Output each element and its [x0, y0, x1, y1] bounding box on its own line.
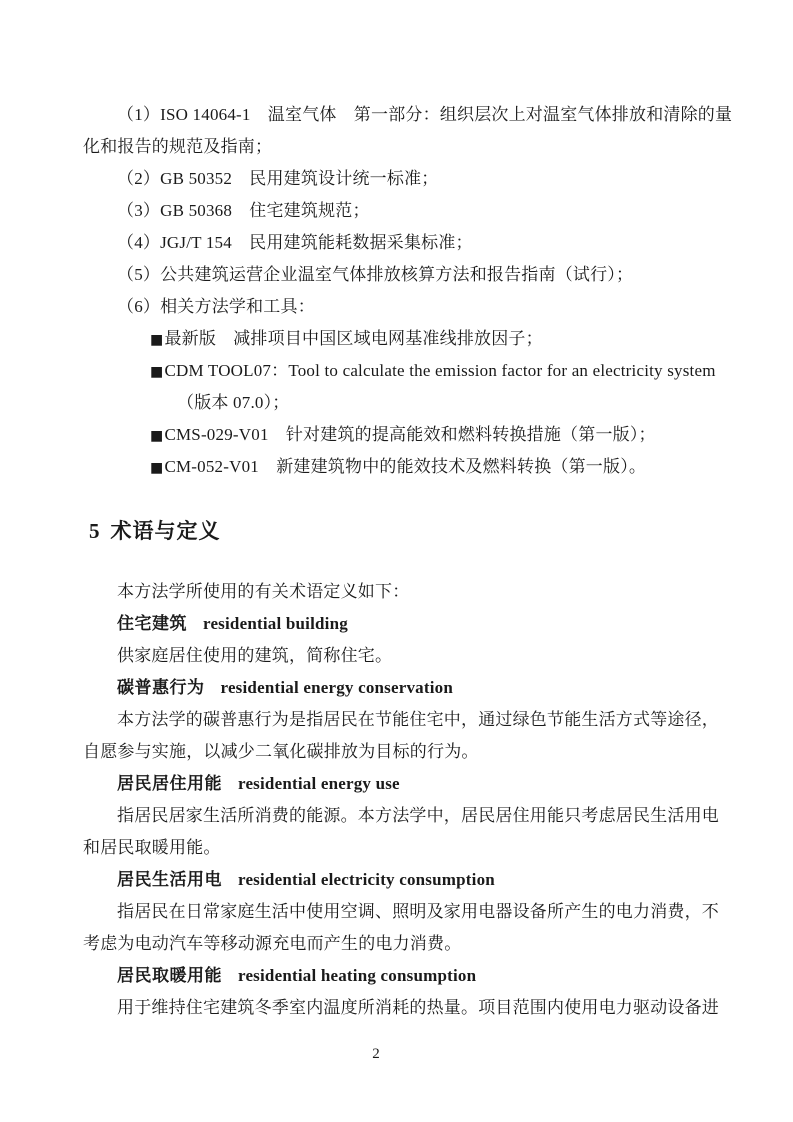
- term-definition-line: 用于维持住宅建筑冬季室内温度所消耗的热量。项目范围内使用电力驱动设备进: [117, 998, 719, 1017]
- section-heading-number: 5: [89, 519, 100, 543]
- term-heating-consumption: [117, 960, 717, 992]
- section-heading-title: 术语与定义: [110, 520, 221, 543]
- square-bullet-icon: ■: [150, 428, 164, 444]
- term-definition-line: 指居民居家生活所消费的能源。本方法学中，居民居住用能只考虑居民生活用电: [117, 806, 719, 825]
- term-zh-label: 碳普惠行为: [117, 678, 205, 697]
- term-definition-line: 考虑为电动汽车等移动源充电而产生的电力消费。: [83, 934, 462, 953]
- term-zh-label: 居民居住用能: [117, 774, 222, 793]
- reference-item-2: （2）GB 50352 民用建筑设计统一标准；: [117, 169, 439, 188]
- term-en-label: residential building: [203, 614, 348, 633]
- term-definition-line: 供家庭居住使用的建筑，简称住宅。: [117, 646, 393, 665]
- term-en-label: residential heating consumption: [238, 966, 477, 985]
- document-content: [83, 0, 733, 1064]
- tool-item-1: [150, 323, 717, 355]
- term-zh-label: 居民生活用电: [117, 870, 222, 889]
- reference-item-4: （4）JGJ/T 154 民用建筑能耗数据采集标准；: [117, 233, 473, 252]
- reference-item-5: （5）公共建筑运营企业温室气体排放核算方法和报告指南（试行）；: [117, 265, 634, 284]
- reference-item-3: （3）GB 50368 住宅建筑规范；: [117, 201, 370, 220]
- term-energy-use: [117, 768, 717, 800]
- tool-item-3-text: CMS-029-V01 针对建筑的提高能效和燃料转换措施（第一版）；: [164, 425, 656, 444]
- tool-item-4-text: CM-052-V01 新建建筑物中的能效技术及燃料转换（第一版）。: [164, 457, 647, 476]
- section-heading: [89, 511, 717, 551]
- term-en-label: residential energy use: [238, 774, 400, 793]
- term-definition-line: 自愿参与实施，以减少二氧化碳排放为目标的行为。: [83, 742, 479, 761]
- term-en-label: residential energy conservation: [220, 678, 454, 697]
- term-definition-line: 指居民在日常家庭生活中使用空调、照明及家用电器设备所产生的电力消费，不: [117, 902, 719, 921]
- tool-item-2-text: CDM TOOL07：Tool to calculate the emission factor for an electricity system: [164, 361, 716, 380]
- tool-item-4: [150, 451, 717, 483]
- tool-item-2-line-2: （版本 07.0）；: [177, 393, 290, 412]
- tool-item-2-line-1: [150, 355, 717, 387]
- section-intro: 本方法学所使用的有关术语定义如下：: [117, 582, 410, 601]
- tool-item-3: [150, 419, 717, 451]
- term-electricity-consumption: [117, 864, 717, 896]
- term-en-label: residential electricity consumption: [238, 870, 495, 889]
- term-definition-line: 和居民取暖用能。: [83, 838, 221, 857]
- reference-item-6: （6）相关方法学和工具：: [117, 297, 315, 316]
- square-bullet-icon: ■: [150, 364, 164, 380]
- square-bullet-icon: ■: [150, 332, 164, 348]
- tool-item-1-text: 最新版 减排项目中国区域电网基准线排放因子；: [164, 329, 543, 348]
- reference-item-1-line-2: 化和报告的规范及指南；: [83, 137, 273, 156]
- term-zh-label: 住宅建筑: [117, 614, 187, 633]
- reference-item-1-line-1: （1）ISO 14064-1 温室气体 第一部分：组织层次上对温室气体排放和清除的量: [117, 105, 733, 124]
- term-zh-label: 居民取暖用能: [117, 966, 222, 985]
- term-energy-conservation: [117, 672, 717, 704]
- page-number: 2: [372, 1046, 380, 1062]
- square-bullet-icon: ■: [150, 460, 164, 476]
- term-definition-line: 本方法学的碳普惠行为是指居民在节能住宅中，通过绿色节能生活方式等途径，: [117, 710, 719, 729]
- term-residential-building: [117, 608, 717, 640]
